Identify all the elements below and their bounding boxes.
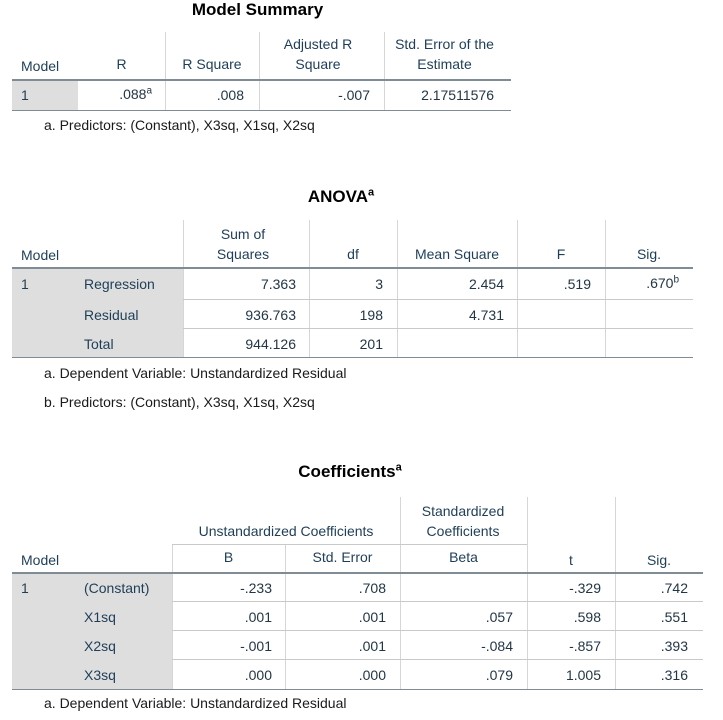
anova-title-footnote-mark: a	[368, 186, 375, 199]
anova-row-label-total: Total	[84, 336, 114, 352]
coef-x1sq-std-error: .001	[358, 609, 386, 625]
coef-x1sq-sig: .551	[660, 609, 688, 625]
anova-col-divider	[183, 220, 184, 357]
coef-row-rule	[172, 601, 703, 602]
coef-header-b: B	[223, 549, 234, 565]
ms-row-r	[80, 86, 152, 102]
ms-header-r-square: R Square	[182, 56, 242, 72]
coef-constant-std-error: .708	[358, 580, 386, 596]
anova-total-df: 201	[359, 336, 383, 352]
coef-header-rule	[12, 572, 703, 574]
anova-row-label-regression: Regression	[84, 276, 155, 292]
anova-regression-sum-sq: 7.363	[260, 276, 296, 292]
ms-footnote: a. Predictors: (Constant), X3sq, X1sq, X2sq	[44, 117, 315, 133]
coef-bottom-rule	[12, 689, 703, 690]
anova-header-sig: Sig.	[636, 246, 662, 262]
coef-constant-sig: .742	[660, 580, 688, 596]
ms-col-divider	[384, 32, 385, 110]
anova-bottom-rule	[12, 357, 693, 358]
anova-col-divider	[605, 220, 606, 357]
coef-constant-t: -.329	[569, 580, 601, 596]
anova-residual-sum-sq: 936.763	[245, 307, 296, 323]
coefficients-title	[280, 462, 420, 482]
anova-regression-sig-value: .670	[646, 275, 674, 291]
anova-row-rule	[183, 328, 693, 329]
anova-footnote-a: a. Dependent Variable: Unstandardized Residual	[44, 365, 347, 381]
ms-header-r: R	[116, 56, 127, 72]
coef-row-label-x1sq: X1sq	[84, 609, 116, 625]
coef-group-header-rule	[172, 544, 527, 545]
coef-x2sq-std-error: .001	[358, 638, 386, 654]
ms-header-rule	[12, 79, 511, 81]
anova-title	[286, 187, 396, 207]
anova-header-mean-square: Mean Square	[414, 246, 500, 262]
coef-x3sq-beta: .079	[485, 667, 513, 683]
anova-header-df: df	[347, 246, 359, 262]
coef-x2sq-t: -.857	[569, 638, 601, 654]
coef-header-model: Model	[21, 552, 60, 568]
coef-header-sig: Sig.	[646, 552, 672, 568]
coef-model-number: 1	[21, 580, 29, 596]
coef-x2sq-beta: -.084	[481, 638, 513, 654]
coef-header-standardized: Standardized Coefficients	[421, 503, 505, 539]
coef-x3sq-b: .000	[244, 667, 272, 683]
ms-header-adjusted-r-square: Adjusted R Square	[283, 36, 353, 72]
coef-x1sq-t: .598	[573, 609, 601, 625]
anova-regression-mean-sq: 2.454	[468, 276, 504, 292]
coef-row-rule	[172, 630, 703, 631]
coef-row-label-x3sq: X3sq	[84, 667, 116, 683]
coef-x3sq-std-error: .000	[358, 667, 386, 683]
coef-header-beta: Beta	[449, 549, 478, 565]
anova-sig-footnote-mark: b	[673, 274, 679, 286]
anova-col-divider	[397, 220, 398, 357]
ms-r-footnote-mark: a	[146, 85, 152, 97]
anova-residual-df: 198	[359, 307, 383, 323]
coef-row-rule	[172, 659, 703, 660]
coef-col-divider	[615, 497, 616, 689]
ms-row-std-error: 2.17511576	[421, 87, 494, 103]
anova-col-divider	[517, 220, 518, 357]
anova-title-text: ANOVA	[307, 187, 368, 206]
coef-x2sq-sig: .393	[660, 638, 688, 654]
ms-r-value: .088	[119, 86, 147, 102]
anova-header-rule	[12, 267, 693, 269]
anova-header-model: Model	[21, 247, 60, 263]
coef-x3sq-sig: .316	[660, 667, 688, 683]
anova-regression-df: 3	[375, 276, 383, 292]
anova-total-sum-sq: 944.126	[245, 336, 296, 352]
coef-header-t: t	[569, 552, 573, 568]
coefficients-title-text: Coefficients	[298, 462, 396, 481]
ms-row-model: 1	[21, 87, 29, 103]
anova-row-rule	[183, 299, 693, 300]
ms-row-r-square: .008	[216, 87, 244, 103]
anova-model-number: 1	[21, 276, 29, 292]
coef-x2sq-b: -.001	[240, 638, 272, 654]
coef-row-label-x2sq: X2sq	[84, 638, 116, 654]
coef-col-divider	[400, 497, 401, 689]
anova-footnote-b: b. Predictors: (Constant), X3sq, X1sq, X2sq	[44, 394, 315, 410]
anova-col-divider	[309, 220, 310, 357]
coef-row-label-constant: (Constant)	[84, 580, 150, 596]
anova-regression-f: .519	[563, 276, 591, 292]
ms-header-model: Model	[21, 58, 60, 74]
coef-header-std-error: Std. Error	[312, 549, 373, 565]
ms-col-divider	[259, 32, 260, 110]
ms-row-adjusted-r: -.007	[338, 87, 370, 103]
coef-x3sq-t: 1.005	[565, 667, 601, 683]
coef-col-divider	[527, 497, 528, 689]
anova-regression-sig	[608, 275, 679, 291]
anova-header-f: F	[556, 246, 566, 262]
coefficients-title-footnote-mark: a	[395, 461, 402, 474]
coef-footnote: a. Dependent Variable: Unstandardized Residual	[44, 695, 347, 711]
coef-x1sq-b: .001	[244, 609, 272, 625]
anova-residual-mean-sq: 4.731	[468, 307, 504, 323]
anova-header-sum-of-squares: Sum of Squares	[216, 226, 270, 262]
coef-header-unstandardized: Unstandardized Coefficients	[198, 523, 374, 539]
ms-header-std-error: Std. Error of the Estimate	[395, 36, 494, 72]
model-summary-title-text: Model Summary	[191, 0, 324, 19]
coef-constant-b: -.233	[240, 580, 272, 596]
model-summary-title	[150, 0, 365, 20]
ms-bottom-rule	[12, 110, 511, 111]
anova-row-label-residual: Residual	[84, 307, 139, 323]
coef-x1sq-beta: .057	[485, 609, 513, 625]
